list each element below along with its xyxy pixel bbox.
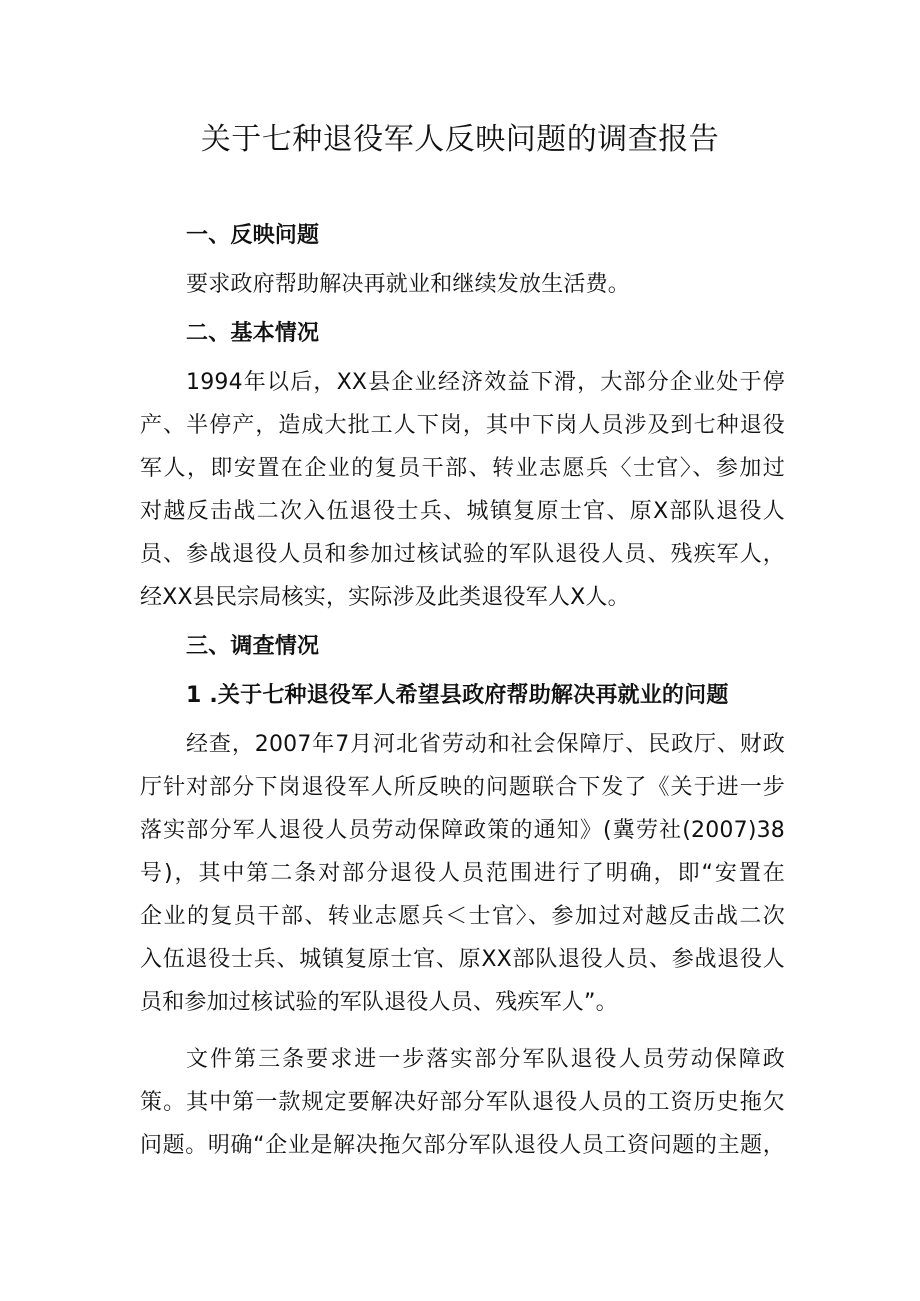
- paragraph-line: 1994年以后，XX县企业经济效益下滑，大部分企业处于停: [186, 370, 785, 395]
- paragraph-line: 员、参战退役人员和参加过核试验的军队退役人员、残疾军人，: [140, 542, 785, 567]
- paragraph-line: 策。其中第一款规定要解决好部分军队退役人员的工资历史拖欠: [140, 1090, 785, 1115]
- paragraph-line: 问题。明确“企业是解决拖欠部分军队退役人员工资问题的主题，: [140, 1133, 785, 1158]
- paragraph-line: 入伍退役士兵、城镇复原士官、原XX部队退役人员、参战退役人: [140, 947, 785, 972]
- paragraph-line: 厅针对部分下岗退役军人所反映的问题联合下发了《关于进一步: [140, 775, 785, 800]
- paragraph-line: 经XX县民宗局核实，实际涉及此类退役军人X人。: [140, 585, 630, 610]
- paragraph-line: 军人，即安置在企业的复员干部、转业志愿兵〈士官〉、参加过: [140, 456, 785, 481]
- paragraph-line: 产、半停产，造成大批工人下岗，其中下岗人员涉及到七种退役: [140, 413, 785, 438]
- subsection-heading-1: 1 .关于七种退役军人希望县政府帮助解决再就业的问题: [186, 683, 729, 708]
- paragraph-line: 经查，2007年7月河北省劳动和社会保障厅、民政厅、财政: [186, 732, 785, 757]
- paragraph-line: 落实部分军人退役人员劳动保障政策的通知》(冀劳社(2007)38: [140, 818, 785, 843]
- paragraph-line: 要求政府帮助解决再就业和继续发放生活费。: [186, 272, 631, 297]
- section-heading-2: 二、基本情况: [186, 321, 320, 346]
- paragraph-line: 文件第三条要求进一步落实部分军队退役人员劳动保障政: [186, 1047, 785, 1072]
- document-body: [140, 214, 785, 1167]
- section-heading-3: 三、调查情况: [186, 634, 320, 659]
- document-title: 关于七种退役军人反映问题的调查报告: [200, 122, 720, 157]
- section-heading-1: 一、反映问题: [186, 223, 320, 248]
- paragraph-line: 号)，其中第二条对部分退役人员范围进行了明确，即“安置在: [140, 861, 785, 886]
- paragraph-line: 企业的复员干部、转业志愿兵＜士官〉、参加过对越反击战二次: [140, 904, 785, 929]
- paragraph-line: 员和参加过核试验的军队退役人员、残疾军人”。: [140, 990, 618, 1015]
- paragraph-line: 对越反击战二次入伍退役士兵、城镇复原士官、原X部队退役人: [140, 499, 785, 524]
